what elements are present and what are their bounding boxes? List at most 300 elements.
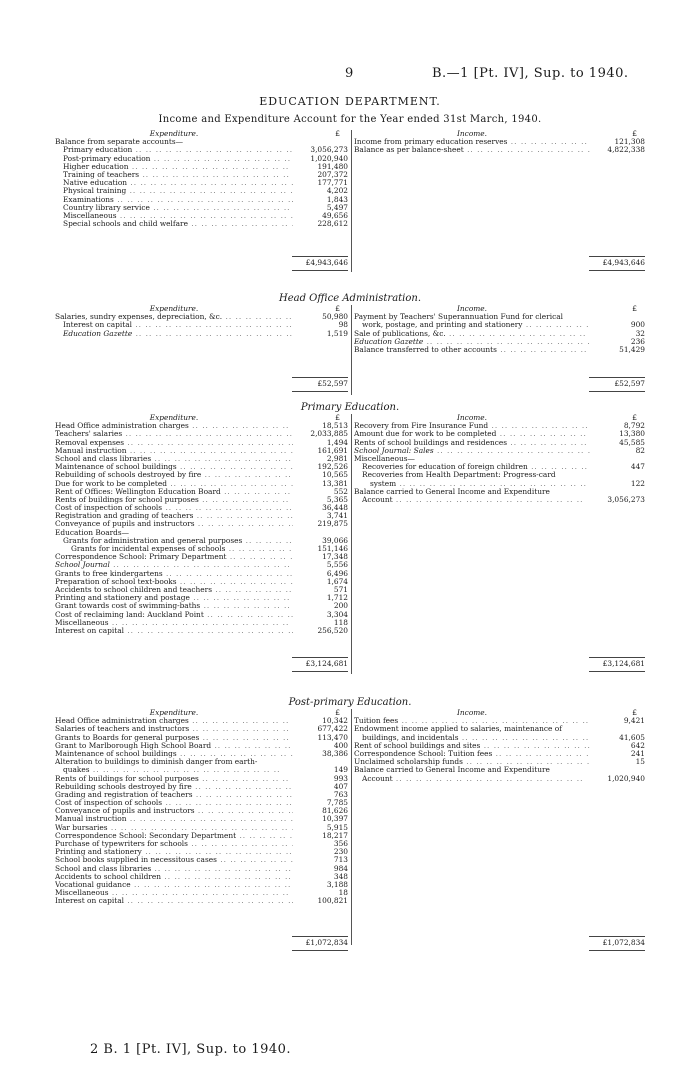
currency-symbol: £: [335, 304, 340, 313]
line-item-label: Grading and registration of teachers .. ..: [55, 791, 293, 799]
expenditure-row: [55, 832, 348, 840]
line-item-amount: 191,480: [317, 161, 348, 171]
expenditure-row: [55, 155, 348, 163]
line-item-amount: 8,792: [623, 421, 645, 431]
line-item-label: Recoveries from Health Department: Progress-card: [362, 471, 556, 480]
income-row: [354, 138, 645, 146]
line-item-label: Cost of inspection of schools .. ..: [55, 799, 293, 807]
line-item-amount: 98: [338, 320, 348, 330]
line-item-label: Country library service .. ..: [63, 204, 293, 212]
expenditure-row: [55, 742, 348, 750]
line-item-label: Grants for incidental expenses of schools .. ..: [71, 545, 293, 553]
income-row: [354, 725, 645, 733]
income-row: [354, 346, 645, 354]
line-item-label: Manual instruction .. ..: [55, 447, 293, 455]
expenditure-row: [55, 537, 348, 545]
line-item-label: School Journal: Sales .. ..: [354, 447, 590, 455]
line-item-label: Maintenance of school buildings .. ..: [55, 463, 293, 471]
line-item-amount: 552: [333, 486, 348, 496]
expenditure-row: [55, 422, 348, 430]
expenditure-row: [55, 171, 348, 179]
income-row: [354, 422, 645, 430]
line-item-label: Account .. ..: [362, 775, 590, 783]
line-item-label: Interest on capital .. ..: [63, 321, 293, 329]
line-item-amount: 713: [333, 855, 348, 865]
account-subtitle: Income and Expenditure Account for the Year ended 31st March, 1940.: [158, 114, 542, 125]
line-item-label: Rent of school buildings and sites .. ..: [354, 742, 590, 750]
line-item-amount: 900: [630, 320, 645, 330]
income-row: [354, 775, 645, 783]
line-item-amount: 1,519: [326, 328, 348, 338]
line-item-label: Cost of inspection of schools .. ..: [55, 504, 293, 512]
expenditure-header: [55, 305, 348, 313]
line-item-amount: 161,691: [317, 445, 348, 455]
expenditure-column: [55, 414, 348, 635]
line-item-label: Education Gazette .. ..: [63, 330, 293, 338]
currency-symbol: £: [632, 129, 637, 138]
line-item-label: Payment by Teachers' Superannuation Fund for clerical: [354, 313, 563, 322]
line-item-amount: 18,513: [322, 421, 348, 431]
line-item-amount: 3,056,273: [607, 494, 645, 504]
expenditure-row: [55, 480, 348, 488]
line-item-amount: 407: [333, 781, 348, 791]
line-item-label: Balance as per balance-sheet .. ..: [354, 146, 590, 154]
line-item-label: Correspondence School: Secondary Department .. ..: [55, 832, 293, 840]
line-item-amount: 200: [333, 601, 348, 611]
expenditure-row: [55, 212, 348, 220]
line-item-amount: 207,372: [317, 169, 348, 179]
line-item-amount: 81,626: [322, 806, 348, 816]
expenditure-row: [55, 824, 348, 832]
line-item-amount: 228,612: [317, 219, 348, 229]
line-item-label: Higher education .. ..: [63, 163, 293, 171]
line-item-label: War bursaries .. ..: [55, 824, 293, 832]
line-item-label: Teachers' salaries .. ..: [55, 430, 293, 438]
income-row: [354, 496, 645, 504]
income-row: [354, 750, 645, 758]
column-divider: [351, 130, 352, 272]
income-header: [354, 305, 645, 313]
line-item-label: Training of teachers .. ..: [63, 171, 293, 179]
expenditure-row: [55, 545, 348, 553]
line-item-amount: 50,980: [322, 312, 348, 322]
expenditure-row: [55, 520, 348, 528]
line-item-label: Cost of reclaiming land: Auckland Point .. ..: [55, 611, 293, 619]
income-row: [354, 330, 645, 338]
line-item-label: work, postage, and printing and stationery .. ..: [362, 321, 590, 329]
expenditure-total: £3,124,681: [292, 657, 348, 672]
line-item-label: Due for work to be completed .. ..: [55, 480, 293, 488]
expenditure-row: [55, 447, 348, 455]
line-item-label: Preparation of school text-books .. ..: [55, 578, 293, 586]
income-row: [354, 439, 645, 447]
line-item-label: Primary education .. ..: [63, 146, 293, 154]
expenditure-row: [55, 430, 348, 438]
line-item-label: Balance carried to General Income and Expenditure: [354, 766, 550, 775]
line-item-label: buildings, and incidentals .. ..: [362, 734, 590, 742]
expenditure-total: £1,072,834: [292, 936, 348, 951]
line-item-label: Printing and stationery and postage .. ..: [55, 594, 293, 602]
expenditure-header: [55, 130, 348, 138]
line-item-amount: 447: [630, 462, 645, 472]
income-column: [354, 305, 645, 354]
line-item-amount: 82: [635, 445, 645, 455]
expenditure-row: [55, 496, 348, 504]
page-footer: 2 B. 1 [Pt. IV], Sup. to 1940.: [90, 1042, 292, 1057]
expenditure-row: [55, 179, 348, 187]
section-title-primary: Primary Education.: [300, 402, 400, 413]
expenditure-header: [55, 414, 348, 422]
line-item-amount: 984: [333, 863, 348, 873]
expenditure-row: [55, 775, 348, 783]
line-item-amount: 236: [630, 336, 645, 346]
line-item-amount: 122: [630, 478, 645, 488]
line-item-amount: 356: [333, 839, 348, 848]
line-item-amount: 763: [333, 789, 348, 799]
income-row: [354, 455, 645, 463]
line-item-amount: 18,217: [322, 830, 348, 840]
income-row: [354, 734, 645, 742]
line-item-label: Rebuilding of schools destroyed by fire .. ..: [55, 471, 293, 479]
line-item-amount: 4,822,338: [607, 145, 645, 155]
income-heading: Income.: [457, 413, 487, 422]
line-item-amount: 5,497: [326, 202, 348, 212]
line-item-label: quakes .. ..: [63, 766, 293, 774]
column-divider: [351, 709, 352, 945]
expenditure-column: [55, 130, 348, 228]
expenditure-row: [55, 321, 348, 329]
income-row: [354, 471, 645, 479]
income-heading: Income.: [457, 708, 487, 717]
expenditure-row: [55, 783, 348, 791]
income-column: [354, 414, 645, 504]
line-item-label: Grant towards cost of swimming-baths .. ..: [55, 602, 293, 610]
expenditure-row: [55, 725, 348, 733]
line-item-amount: 230: [333, 847, 348, 857]
line-item-amount: 41,605: [619, 732, 645, 742]
line-item-amount: 7,785: [326, 798, 348, 808]
expenditure-row: [55, 750, 348, 758]
line-item-label: Vocational guidance .. ..: [55, 881, 293, 889]
line-item-label: Interest on capital .. ..: [55, 897, 293, 905]
line-item-amount: 1,020,940: [607, 773, 645, 783]
line-item-label: Balance transferred to other accounts .. ..: [354, 346, 590, 354]
income-row: [354, 488, 645, 496]
expenditure-row: [55, 717, 348, 725]
line-item-amount: 38,386: [322, 748, 348, 758]
income-header: [354, 709, 645, 717]
line-item-label: Grants to free kindergartens .. ..: [55, 570, 293, 578]
expenditure-row: [55, 619, 348, 627]
line-item-amount: 18: [338, 888, 348, 898]
income-row: [354, 766, 645, 774]
line-item-label: Tuition fees .. ..: [354, 717, 590, 725]
line-item-label: Sale of publications, &c. .. ..: [354, 330, 590, 338]
income-row: [354, 480, 645, 488]
line-item-amount: 642: [630, 740, 645, 750]
expenditure-row: [55, 146, 348, 154]
line-item-label: Conveyance of pupils and instructors .. ..: [55, 807, 293, 815]
line-item-amount: 241: [630, 748, 645, 758]
line-item-amount: 10,565: [322, 470, 348, 480]
line-item-amount: 3,188: [326, 879, 348, 889]
line-item-label: Printing and stationery .. ..: [55, 848, 293, 856]
income-row: [354, 758, 645, 766]
line-item-amount: 256,520: [317, 625, 348, 635]
expenditure-row: [55, 504, 348, 512]
line-item-amount: 49,656: [322, 210, 348, 220]
expenditure-row: [55, 439, 348, 447]
page-number: 9: [345, 66, 354, 81]
line-item-label: Grant to Marlborough High School Board .. ..: [55, 742, 293, 750]
expenditure-row: [55, 799, 348, 807]
line-item-amount: 192,526: [317, 462, 348, 472]
line-item-amount: 121,308: [614, 137, 645, 147]
line-item-label: Correspondence School: Tuition fees .. ..: [354, 750, 590, 758]
line-item-label: Grants for administration and general purposes .. ..: [63, 537, 293, 545]
expenditure-row: [55, 611, 348, 619]
line-item-label: Post-primary education .. ..: [63, 155, 293, 163]
expenditure-row: [55, 873, 348, 881]
expenditure-row: [55, 791, 348, 799]
line-item-label: Recovery from Fire Insurance Fund .. ..: [354, 422, 590, 430]
line-item-amount: 3,056,273: [310, 145, 348, 155]
line-item-amount: 400: [333, 740, 348, 750]
expenditure-row: [55, 204, 348, 212]
income-heading: Income.: [457, 304, 487, 313]
line-item-amount: 51,429: [619, 344, 645, 354]
line-item-label: Manual instruction .. ..: [55, 815, 293, 823]
line-item-amount: 993: [333, 773, 348, 783]
income-total: £3,124,681: [589, 657, 645, 672]
expenditure-row: [55, 815, 348, 823]
line-item-amount: 2,981: [326, 453, 348, 463]
line-item-amount: 17,348: [322, 552, 348, 562]
expenditure-header: [55, 709, 348, 717]
line-item-amount: 5,556: [326, 560, 348, 570]
line-item-label: Examinations .. ..: [63, 196, 293, 204]
expenditure-total: £4,943,646: [292, 256, 348, 271]
expenditure-row: [55, 138, 348, 146]
line-item-label: Removal expenses .. ..: [55, 439, 293, 447]
line-item-amount: 10,397: [322, 814, 348, 824]
expenditure-row: [55, 561, 348, 569]
income-row: [354, 146, 645, 154]
expenditure-row: [55, 488, 348, 496]
expenditure-row: [55, 570, 348, 578]
income-row: [354, 313, 645, 321]
income-row: [354, 717, 645, 725]
income-column: [354, 130, 645, 155]
line-item-label: Maintenance of school buildings .. ..: [55, 750, 293, 758]
line-item-label: Head Office administration charges .. ..: [55, 717, 293, 725]
currency-symbol: £: [632, 304, 637, 313]
income-row: [354, 430, 645, 438]
expenditure-heading: Expenditure.: [149, 708, 199, 717]
expenditure-row: [55, 330, 348, 338]
line-item-label: Grants to Boards for general purposes .. ..: [55, 734, 293, 742]
line-item-amount: 348: [333, 871, 348, 881]
expenditure-row: [55, 455, 348, 463]
income-row: [354, 447, 645, 455]
line-item-label: Interest on capital .. ..: [55, 627, 293, 635]
expenditure-row: [55, 840, 348, 848]
department-title: EDUCATION DEPARTMENT.: [259, 95, 441, 108]
line-item-amount: 113,470: [317, 732, 348, 742]
line-item-label: Salaries, sundry expenses, depreciation, &c. .. ..: [55, 313, 293, 321]
line-item-label: Correspondence School: Primary Department .. ..: [55, 553, 293, 561]
expenditure-heading: Expenditure.: [149, 304, 199, 313]
expenditure-row: [55, 881, 348, 889]
line-item-label: School Journal .. ..: [55, 561, 293, 569]
page-header: [0, 66, 700, 82]
line-item-label: School and class libraries .. ..: [55, 455, 293, 463]
line-item-amount: 571: [333, 584, 348, 594]
line-item-amount: 13,380: [619, 429, 645, 439]
income-total: £52,597: [589, 377, 645, 392]
expenditure-total: £52,597: [292, 377, 348, 392]
line-item-label: Rents of buildings for school purposes .. ..: [55, 775, 293, 783]
income-column: [354, 709, 645, 783]
expenditure-row: [55, 553, 348, 561]
income-heading: Income.: [457, 129, 487, 138]
currency-symbol: £: [335, 708, 340, 717]
section-title-post-primary: Post-primary Education.: [288, 697, 412, 708]
expenditure-row: [55, 187, 348, 195]
line-item-label: Balance carried to General Income and Expenditure: [354, 487, 550, 496]
currency-symbol: £: [632, 413, 637, 422]
line-item-amount: 10,342: [322, 716, 348, 726]
expenditure-row: [55, 627, 348, 635]
expenditure-row: [55, 578, 348, 586]
income-row: [354, 463, 645, 471]
income-row: [354, 742, 645, 750]
section-title-head-office: Head Office Administration.: [278, 293, 422, 304]
line-item-label: Endowment income applied to salaries, maintenance of: [354, 725, 562, 734]
line-item-amount: 13,381: [322, 478, 348, 488]
line-item-amount: 177,771: [317, 178, 348, 188]
line-item-amount: 9,421: [623, 716, 645, 726]
line-item-amount: 32: [635, 328, 645, 338]
line-item-amount: 15: [635, 757, 645, 767]
expenditure-row: [55, 463, 348, 471]
expenditure-heading: Expenditure.: [149, 129, 199, 138]
line-item-label: Salaries of teachers and instructors .. ..: [55, 725, 293, 733]
line-item-label: Special schools and child welfare .. ..: [63, 220, 293, 228]
line-item-amount: 1,712: [326, 593, 348, 603]
line-item-amount: 5,915: [326, 822, 348, 832]
line-item-label: Alteration to buildings to diminish danger from earth-: [55, 758, 258, 767]
line-item-amount: 5,365: [326, 494, 348, 504]
line-item-label: Accidents to school children and teachers .. ..: [55, 586, 293, 594]
line-item-label: Physical training .. ..: [63, 187, 293, 195]
line-item-amount: 677,422: [317, 724, 348, 734]
line-item-amount: 100,821: [317, 896, 348, 906]
line-item-label: Purchase of typewriters for schools .. ..: [55, 840, 293, 848]
expenditure-row: [55, 220, 348, 228]
line-item-amount: 151,146: [317, 544, 348, 553]
line-item-amount: 1,843: [326, 194, 348, 204]
line-item-label: Miscellaneous—: [354, 454, 415, 463]
line-item-amount: 3,741: [326, 511, 348, 521]
expenditure-row: [55, 766, 348, 774]
expenditure-row: [55, 512, 348, 520]
expenditure-row: [55, 163, 348, 171]
line-item-amount: 149: [333, 765, 348, 775]
line-item-label: Account .. ..: [362, 496, 590, 504]
expenditure-row: [55, 734, 348, 742]
expenditure-row: [55, 529, 348, 537]
currency-symbol: £: [335, 413, 340, 422]
currency-symbol: £: [335, 129, 340, 138]
line-item-label: system .. ..: [370, 480, 590, 488]
expenditure-row: [55, 889, 348, 897]
income-row: [354, 338, 645, 346]
line-item-label: Registration and grading of teachers .. ..: [55, 512, 293, 520]
line-item-label: Miscellaneous .. ..: [55, 889, 293, 897]
income-header: [354, 414, 645, 422]
document-reference: B.—1 [Pt. IV], Sup. to 1940.: [432, 66, 629, 81]
line-item-amount: 45,585: [619, 437, 645, 447]
line-item-label: School books supplied in necessitous cases .. ..: [55, 856, 293, 864]
expenditure-row: [55, 313, 348, 321]
expenditure-row: [55, 807, 348, 815]
line-item-label: Miscellaneous .. ..: [55, 619, 293, 627]
line-item-amount: 39,066: [322, 535, 348, 545]
expenditure-row: [55, 196, 348, 204]
line-item-amount: 4,202: [326, 186, 348, 196]
line-item-amount: 1,020,940: [310, 153, 348, 163]
line-item-amount: 118: [333, 617, 348, 627]
line-item-label: Miscellaneous .. ..: [63, 212, 293, 220]
line-item-label: Conveyance of pupils and instructors .. ..: [55, 520, 293, 528]
line-item-label: Recoveries for education of foreign children .. ..: [362, 463, 590, 471]
line-item-amount: 1,674: [326, 576, 348, 586]
line-item-label: Native education .. ..: [63, 179, 293, 187]
expenditure-row: [55, 848, 348, 856]
line-item-label: Rents of buildings for school purposes .. ..: [55, 496, 293, 504]
income-row: [354, 321, 645, 329]
expenditure-heading: Expenditure.: [149, 413, 199, 422]
line-item-label: Education Boards—: [55, 528, 130, 537]
expenditure-row: [55, 602, 348, 610]
currency-symbol: £: [632, 708, 637, 717]
line-item-label: Balance from separate accounts—: [55, 138, 184, 147]
line-item-label: Rent of Offices: Wellington Education Board .. ..: [55, 488, 293, 496]
line-item-label: Unclaimed scholarship funds .. ..: [354, 758, 590, 766]
income-total: £1,072,834: [589, 936, 645, 951]
line-item-amount: 3,304: [326, 609, 348, 619]
line-item-amount: 6,496: [326, 568, 348, 578]
expenditure-column: [55, 305, 348, 338]
expenditure-row: [55, 758, 348, 766]
expenditure-row: [55, 856, 348, 864]
line-item-label: Income from primary education reserves .. ..: [354, 138, 590, 146]
line-item-label: Education Gazette .. ..: [354, 338, 590, 346]
line-item-label: School and class libraries .. ..: [55, 865, 293, 873]
line-item-amount: 2,033,885: [310, 429, 348, 439]
line-item-amount: 1,494: [326, 437, 348, 447]
line-item-label: Rebuilding schools destroyed by fire .. ..: [55, 783, 293, 791]
expenditure-row: [55, 865, 348, 873]
expenditure-row: [55, 897, 348, 905]
line-item-label: Accidents to school children .. ..: [55, 873, 293, 881]
column-divider: [351, 414, 352, 674]
line-item-label: Head Office administration charges .. ..: [55, 422, 293, 430]
line-item-amount: 36,448: [322, 503, 348, 513]
line-item-label: Amount due for work to be completed .. ..: [354, 430, 590, 438]
expenditure-column: [55, 709, 348, 906]
